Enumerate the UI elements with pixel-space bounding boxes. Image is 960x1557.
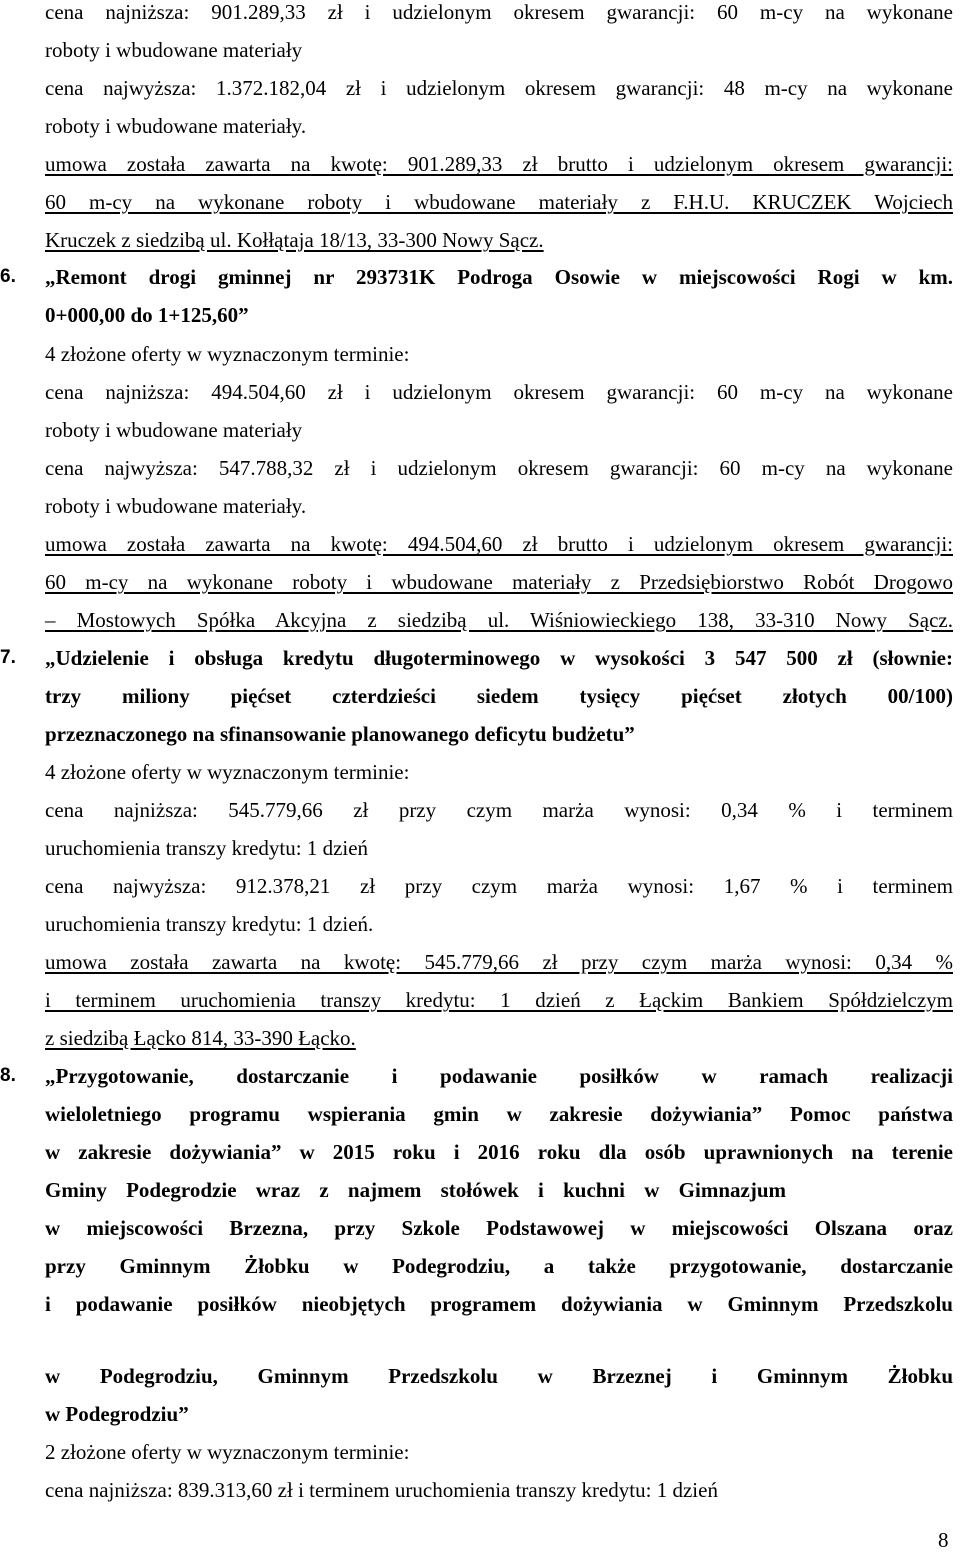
contract-line-end: z siedzibą Łącko 814, 33-390 Łącko. (45, 1026, 356, 1050)
item-title: „Udzielenie i obsługa kredytu długoterminowego w wysokości 3 547 500 zł (słownie: (45, 646, 953, 670)
offers-count: 4 złożone oferty w wyznaczonym terminie: (45, 760, 410, 784)
contract-line-cont: i terminem uruchomienia transzy kredytu: 1 dzień z Łąckim Bankiem Spółdzielczym (45, 988, 953, 1012)
offers-count: 2 złożone oferty w wyznaczonym terminie: (45, 1440, 410, 1464)
item-title-end: przeznaczonego na sfinansowanie planowanego deficytu budżetu” (45, 722, 635, 746)
item-title-cont: i podawanie posiłków nieobjętych programem dożywiania w Gminnym Przedszkolu (45, 1292, 953, 1316)
item-number: 7. (0, 647, 16, 668)
price-highest-line: cena najwyższa: 1.372.182,04 zł i udzielonym okresem gwarancji: 48 m-cy na wykonane (45, 76, 953, 100)
price-highest-line-cont: uruchomienia transzy kredytu: 1 dzień. (45, 912, 374, 936)
price-lowest-line: cena najniższa: 545.779,66 zł przy czym marża wynosi: 0,34 % i terminem (45, 798, 953, 822)
price-lowest-line-cont: uruchomienia transzy kredytu: 1 dzień (45, 836, 369, 860)
item-title: „Przygotowanie, dostarczanie i podawanie posiłków w ramach realizacji (45, 1064, 953, 1088)
item-title-cont: przy Gminnym Żłobku w Podegrodziu, a także przygotowanie, dostarczanie (45, 1254, 953, 1278)
item-title-cont: w miejscowości Brzezna, przy Szkole Podstawowej w miejscowości Olszana oraz (45, 1216, 953, 1240)
item-title: „Remont drogi gminnej nr 293731K Podroga Osowie w miejscowości Rogi w km. (45, 265, 953, 289)
price-highest-line: cena najwyższa: 547.788,32 zł i udzielonym okresem gwarancji: 60 m-cy na wykonane (45, 456, 953, 480)
price-lowest-line: cena najniższa: 839.313,60 zł i terminem uruchomienia transzy kredytu: 1 dzień (45, 1478, 718, 1502)
contract-line: umowa została zawarta na kwotę: 494.504,60 zł brutto i udzielonym okresem gwarancji: (45, 532, 953, 556)
item-title-end: w Podegrodziu” (45, 1402, 189, 1426)
price-lowest-line-cont: roboty i wbudowane materiały (45, 38, 303, 62)
price-highest-line-cont: roboty i wbudowane materiały. (45, 494, 307, 518)
price-lowest-line-cont: roboty i wbudowane materiały (45, 418, 303, 442)
contract-line-cont: 60 m-cy na wykonane roboty i wbudowane materiały z F.H.U. KRUCZEK Wojciech (45, 190, 953, 214)
contract-line: umowa została zawarta na kwotę: 545.779,66 zł przy czym marża wynosi: 0,34 % (45, 950, 953, 974)
contract-line-end: Kruczek z siedzibą ul. Kołłątaja 18/13, 33-300 Nowy Sącz. (45, 228, 544, 252)
page-number: 8 (938, 1528, 949, 1552)
item-number: 6. (0, 266, 16, 287)
price-highest-line-cont: roboty i wbudowane materiały. (45, 114, 307, 138)
item-title-cont: 0+000,00 do 1+125,60” (45, 303, 249, 327)
item-number: 8. (0, 1065, 16, 1086)
offers-count: 4 złożone oferty w wyznaczonym terminie: (45, 342, 410, 366)
contract-line-cont: 60 m-cy na wykonane roboty i wbudowane materiały z Przedsiębiorstwo Robót Drogowo (45, 570, 953, 594)
price-lowest-line: cena najniższa: 494.504,60 zł i udzielonym okresem gwarancji: 60 m-cy na wykonane (45, 380, 953, 404)
item-title-cont: wieloletniego programu wspierania gmin w zakresie dożywiania” Pomoc państwa (45, 1102, 953, 1126)
contract-line-end: – Mostowych Spółka Akcyjna z siedzibą ul. Wiśniowieckiego 138, 33-310 Nowy Sącz. (45, 608, 953, 632)
item-title-cont: Gminy Podegrodzie wraz z najmem stołówek i kuchni w Gimnazjum (45, 1178, 786, 1202)
contract-line: umowa została zawarta na kwotę: 901.289,33 zł brutto i udzielonym okresem gwarancji: (45, 152, 953, 176)
price-lowest-line: cena najniższa: 901.289,33 zł i udzielonym okresem gwarancji: 60 m-cy na wykonane (45, 0, 953, 24)
item-title-cont: trzy miliony pięćset czterdzieści siedem tysięcy pięćset złotych 00/100) (45, 684, 953, 708)
item-title-cont: w zakresie dożywiania” w 2015 roku i 2016 roku dla osób uprawnionych na terenie (45, 1140, 953, 1164)
item-title-cont: w Podegrodziu, Gminnym Przedszkolu w Brzeznej i Gminnym Żłobku (45, 1364, 953, 1388)
price-highest-line: cena najwyższa: 912.378,21 zł przy czym marża wynosi: 1,67 % i terminem (45, 874, 953, 898)
